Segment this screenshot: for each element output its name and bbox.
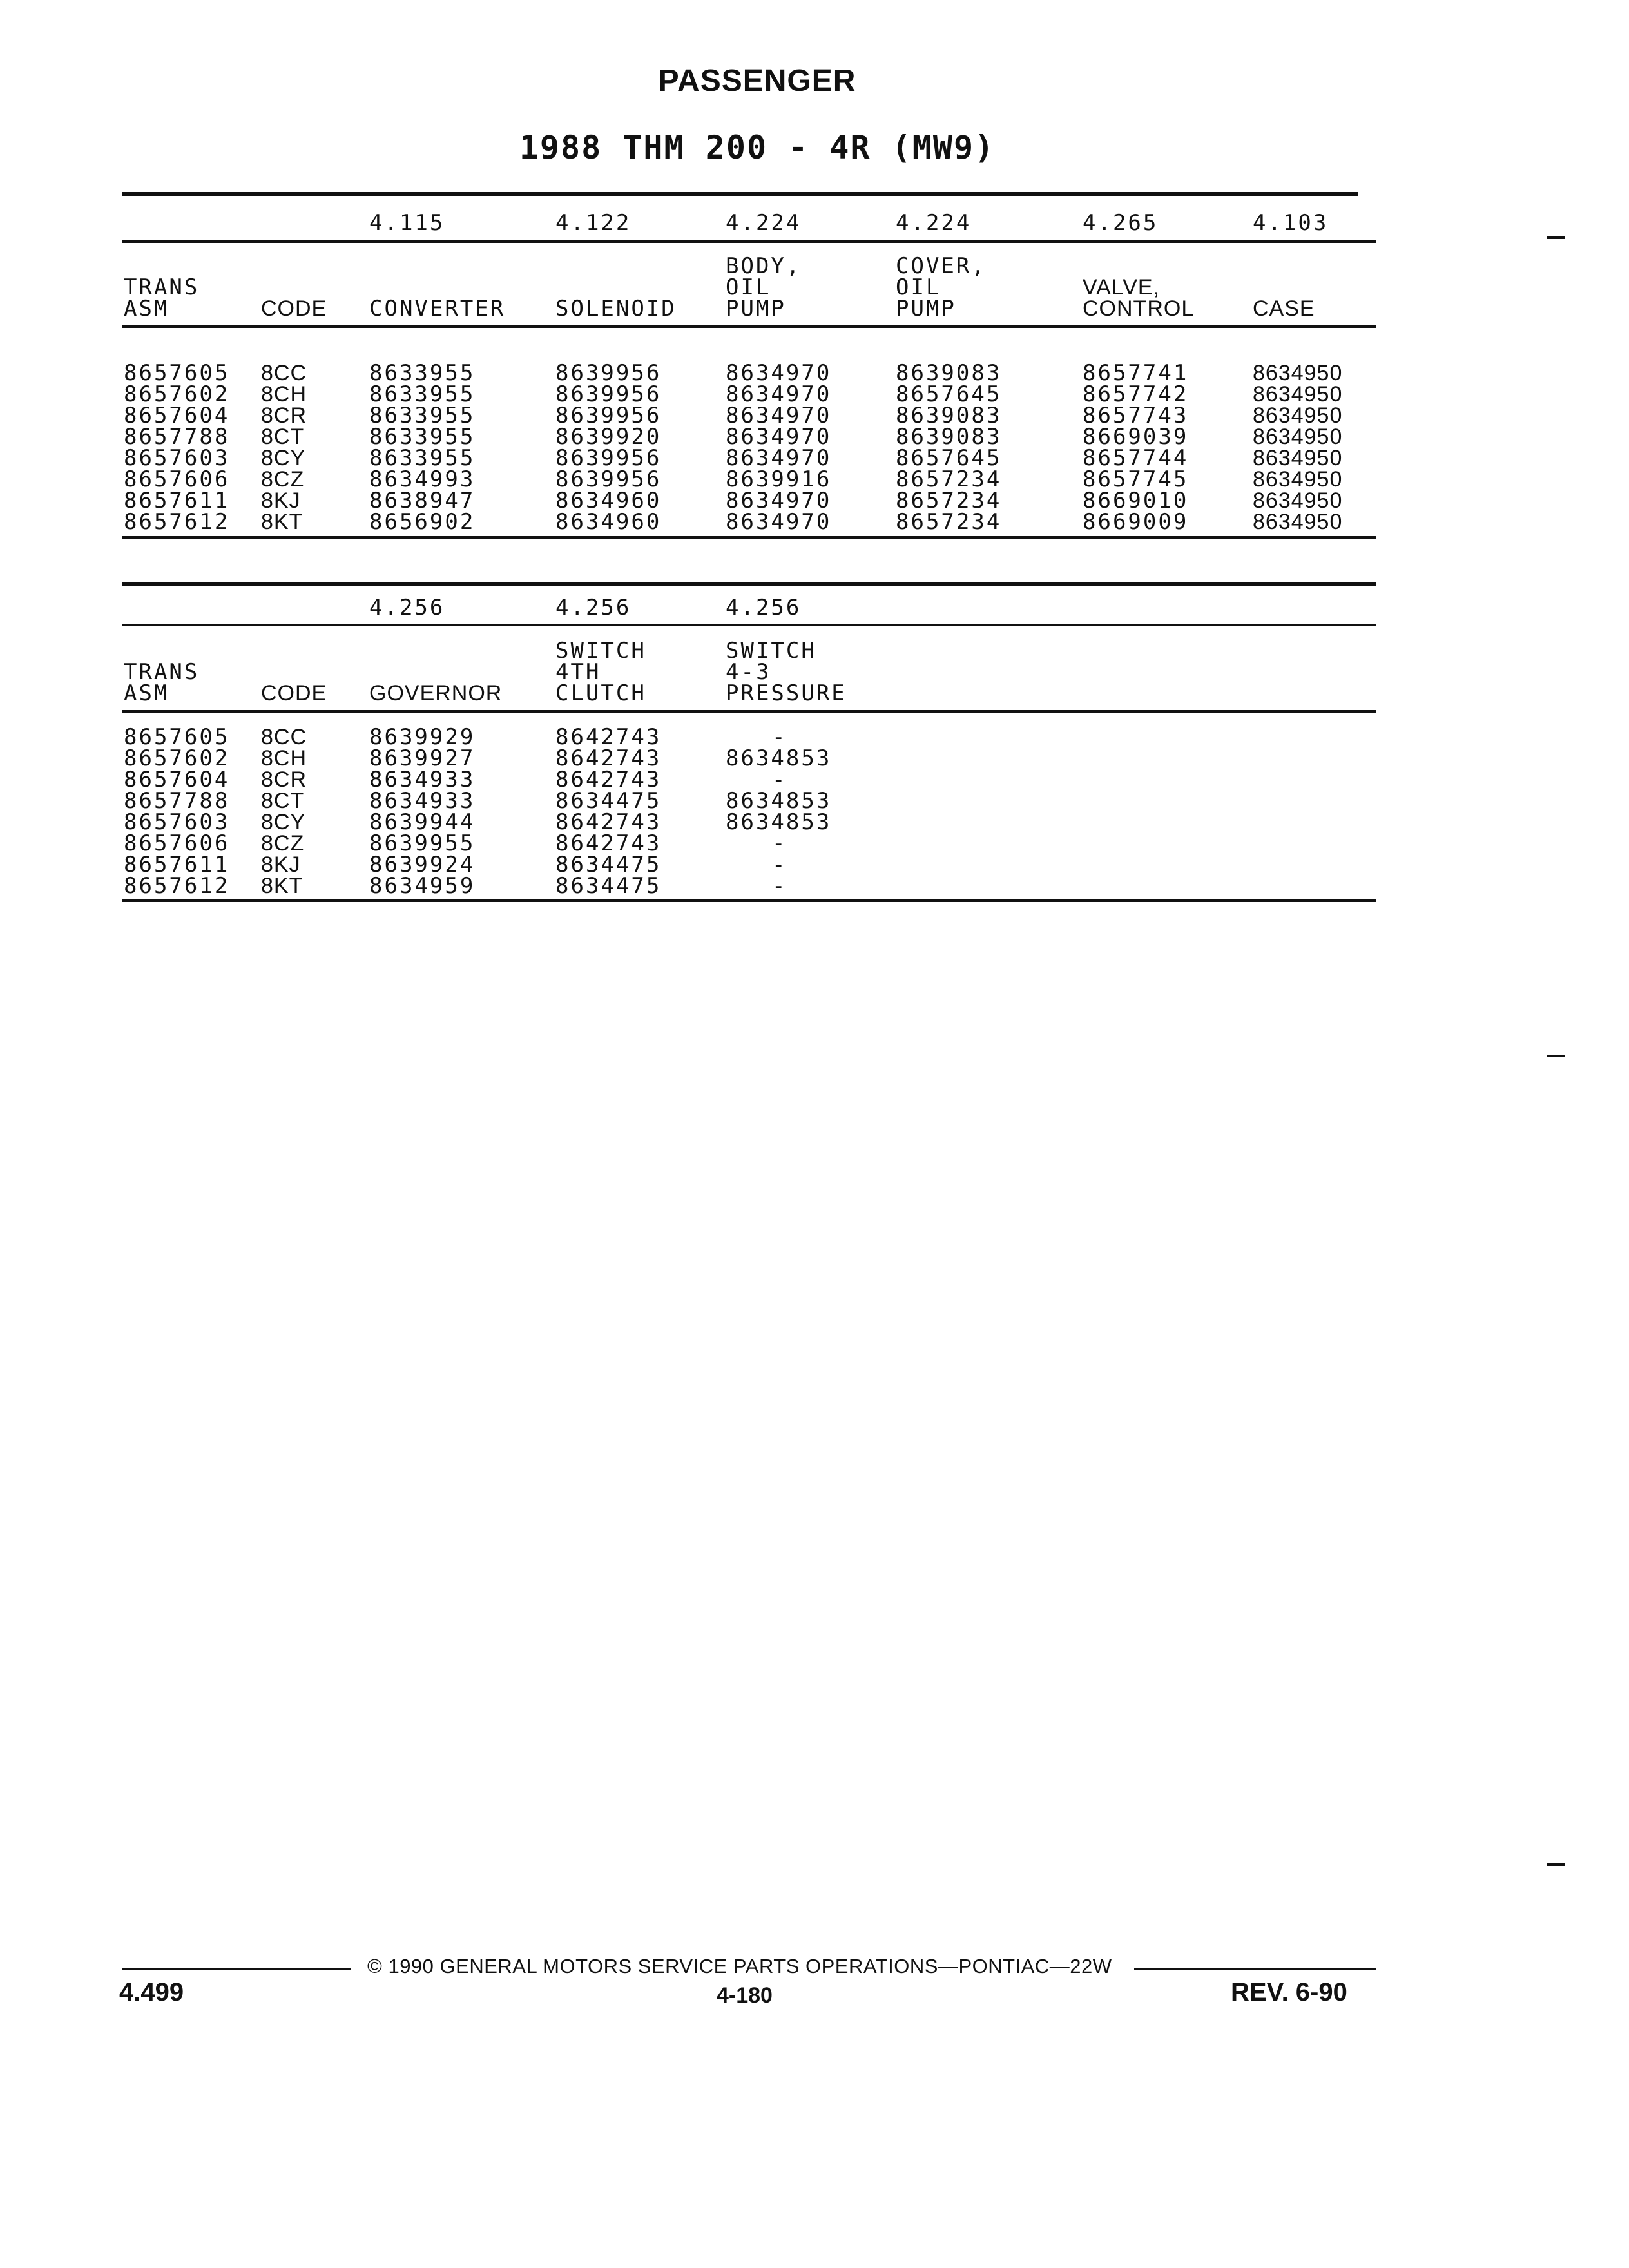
table-cell: 8634933 bbox=[369, 788, 476, 814]
column-header: CLUTCH bbox=[555, 680, 646, 706]
table-cell: 8634970 bbox=[726, 509, 832, 535]
column-header: PUMP bbox=[896, 296, 956, 322]
table-cell: 8CY bbox=[261, 446, 306, 470]
table-cell: 8CR bbox=[261, 403, 307, 428]
table-cell: 8639083 bbox=[896, 403, 1002, 428]
table-cell: 8633955 bbox=[369, 424, 476, 450]
column-header: ASM bbox=[124, 296, 169, 322]
table-cell: 8634950 bbox=[1253, 425, 1343, 449]
column-header: 4-3 bbox=[726, 659, 771, 685]
table-cell: 8657645 bbox=[896, 445, 1002, 471]
page-number: 4-180 bbox=[717, 1983, 773, 2008]
table-cell: 8639083 bbox=[896, 360, 1002, 386]
page-section-number: 4.499 bbox=[119, 1978, 184, 2006]
table-cell: 8657612 bbox=[124, 873, 230, 899]
table-cell: 8634853 bbox=[726, 745, 832, 771]
column-header: OIL bbox=[726, 274, 771, 300]
table-cell: - bbox=[772, 767, 787, 793]
table-cell: 8634970 bbox=[726, 488, 832, 514]
column-header: PUMP bbox=[726, 296, 786, 322]
section-number: 4.265 bbox=[1083, 210, 1159, 236]
table-cell: 8KJ bbox=[261, 852, 301, 877]
table-cell: 8CH bbox=[261, 746, 307, 771]
section-number: 4.256 bbox=[726, 595, 802, 620]
table1-section-rule bbox=[122, 240, 1376, 243]
table-cell: 8634475 bbox=[555, 788, 662, 814]
table-cell: 8CC bbox=[261, 725, 307, 749]
table-cell: 8639956 bbox=[555, 381, 662, 407]
table-cell: 8634853 bbox=[726, 809, 832, 835]
table-cell: 8639083 bbox=[896, 424, 1002, 450]
table-cell: 8657741 bbox=[1083, 360, 1189, 386]
column-header: TRANS bbox=[124, 274, 200, 300]
table-cell: 8639956 bbox=[555, 466, 662, 492]
column-header: COVER, bbox=[896, 253, 987, 279]
column-header: TRANS bbox=[124, 659, 200, 685]
page-subtitle: 1988 THM 200 - 4R (MW9) bbox=[519, 129, 996, 166]
table-cell: 8634853 bbox=[726, 788, 832, 814]
table-cell: 8634475 bbox=[555, 852, 662, 878]
table-cell: 8669009 bbox=[1083, 509, 1189, 535]
table-cell: 8639944 bbox=[369, 809, 476, 835]
table-cell: 8634933 bbox=[369, 767, 476, 793]
table-cell: 8657234 bbox=[896, 466, 1002, 492]
table-cell: 8639955 bbox=[369, 831, 476, 856]
table-cell: 8657788 bbox=[124, 788, 230, 814]
table-cell: 8657602 bbox=[124, 745, 230, 771]
table-cell: 8657611 bbox=[124, 488, 230, 514]
column-header: 4TH bbox=[555, 659, 601, 685]
table-cell: 8642743 bbox=[555, 809, 662, 835]
table-cell: - bbox=[772, 852, 787, 878]
footer-rule-right bbox=[1134, 1968, 1376, 1970]
table-cell: 8657743 bbox=[1083, 403, 1189, 428]
table-cell: 8642743 bbox=[555, 767, 662, 793]
table-cell: 8639929 bbox=[369, 724, 476, 750]
column-header: BODY, bbox=[726, 253, 802, 279]
table-cell: 8656902 bbox=[369, 509, 476, 535]
table-cell: 8634950 bbox=[1253, 403, 1343, 428]
table-cell: 8634950 bbox=[1253, 382, 1343, 407]
table-cell: 8657234 bbox=[896, 488, 1002, 514]
table-cell: 8639956 bbox=[555, 445, 662, 471]
table1-top-rule bbox=[122, 192, 1358, 196]
table-cell: 8657742 bbox=[1083, 381, 1189, 407]
table-cell: 8657611 bbox=[124, 852, 230, 878]
table-cell: 8634475 bbox=[555, 873, 662, 899]
table-cell: 8634950 bbox=[1253, 510, 1343, 534]
column-header: SWITCH bbox=[555, 638, 646, 664]
table-cell: 8657604 bbox=[124, 767, 230, 793]
section-number: 4.115 bbox=[369, 210, 445, 236]
table-cell: 8657788 bbox=[124, 424, 230, 450]
table-cell: 8657744 bbox=[1083, 445, 1189, 471]
table-cell: 8657605 bbox=[124, 360, 230, 386]
table-cell: 8634970 bbox=[726, 424, 832, 450]
page-title: PASSENGER bbox=[658, 64, 856, 98]
table-cell: 8657745 bbox=[1083, 466, 1189, 492]
table-cell: 8669010 bbox=[1083, 488, 1189, 514]
table-cell: 8633955 bbox=[369, 381, 476, 407]
footer-rule-left bbox=[122, 1968, 351, 1970]
table-cell: 8CT bbox=[261, 425, 305, 449]
table-cell: 8CH bbox=[261, 382, 307, 407]
column-header: CASE bbox=[1253, 296, 1315, 321]
table-cell: 8634970 bbox=[726, 360, 832, 386]
table-cell: 8639920 bbox=[555, 424, 662, 450]
table-cell: 8634960 bbox=[555, 488, 662, 514]
table-cell: 8657606 bbox=[124, 466, 230, 492]
section-number: 4.256 bbox=[369, 595, 445, 620]
margin-mark bbox=[1547, 1863, 1565, 1866]
table-cell: 8634970 bbox=[726, 381, 832, 407]
table-cell: 8657605 bbox=[124, 724, 230, 750]
table-cell: 8639924 bbox=[369, 852, 476, 878]
column-header: CONTROL bbox=[1083, 296, 1195, 321]
column-header: GOVERNOR bbox=[369, 681, 503, 706]
table-cell: 8634959 bbox=[369, 873, 476, 899]
section-number: 4.122 bbox=[555, 210, 631, 236]
table-cell: 8657645 bbox=[896, 381, 1002, 407]
table-cell: 8633955 bbox=[369, 445, 476, 471]
table-cell: 8634970 bbox=[726, 445, 832, 471]
table-cell: 8634950 bbox=[1253, 467, 1343, 492]
table-cell: 8KJ bbox=[261, 488, 301, 513]
copyright-text: © 1990 GENERAL MOTORS SERVICE PARTS OPERATIONS—PONTIAC—22W bbox=[367, 1955, 1112, 1977]
table-cell: 8669039 bbox=[1083, 424, 1189, 450]
table-cell: 8CY bbox=[261, 810, 306, 834]
table-cell: 8657603 bbox=[124, 809, 230, 835]
table-cell: 8638947 bbox=[369, 488, 476, 514]
column-header: CODE bbox=[261, 681, 327, 706]
table-cell: - bbox=[772, 873, 787, 899]
table-cell: 8634950 bbox=[1253, 488, 1343, 513]
column-header: SOLENOID bbox=[555, 296, 677, 322]
section-number: 4.224 bbox=[726, 210, 802, 236]
table-cell: 8639916 bbox=[726, 466, 832, 492]
table-cell: 8634950 bbox=[1253, 446, 1343, 470]
column-header: VALVE, bbox=[1083, 275, 1161, 300]
table-cell: - bbox=[772, 724, 787, 750]
table-cell: 8657604 bbox=[124, 403, 230, 428]
table-cell: 8639927 bbox=[369, 745, 476, 771]
table1-header-rule bbox=[122, 325, 1376, 328]
table-cell: 8KT bbox=[261, 874, 304, 898]
table-cell: 8642743 bbox=[555, 831, 662, 856]
table-cell: - bbox=[772, 831, 787, 856]
table-cell: 8634960 bbox=[555, 509, 662, 535]
column-header: OIL bbox=[896, 274, 941, 300]
section-number: 4.256 bbox=[555, 595, 631, 620]
table-cell: 8657603 bbox=[124, 445, 230, 471]
table-cell: 8634993 bbox=[369, 466, 476, 492]
table-cell: 8642743 bbox=[555, 724, 662, 750]
table-cell: 8633955 bbox=[369, 403, 476, 428]
table-cell: 8CT bbox=[261, 789, 305, 813]
table1-bottom-rule bbox=[122, 536, 1376, 539]
table-cell: 8642743 bbox=[555, 745, 662, 771]
table-cell: 8657234 bbox=[896, 509, 1002, 535]
table-cell: 8657602 bbox=[124, 381, 230, 407]
section-number: 4.224 bbox=[896, 210, 972, 236]
table-cell: 8CZ bbox=[261, 467, 305, 492]
table-cell: 8634950 bbox=[1253, 361, 1343, 385]
table2-section-rule bbox=[122, 624, 1376, 626]
table-cell: 8639956 bbox=[555, 360, 662, 386]
table-cell: 8CR bbox=[261, 767, 307, 792]
table-cell: 8639956 bbox=[555, 403, 662, 428]
table2-top-rule bbox=[122, 582, 1376, 586]
margin-mark bbox=[1547, 1055, 1565, 1057]
column-header: CONVERTER bbox=[369, 296, 506, 322]
column-header: PRESSURE bbox=[726, 680, 847, 706]
table-cell: 8CZ bbox=[261, 831, 305, 856]
table-cell: 8657612 bbox=[124, 509, 230, 535]
table-cell: 8634970 bbox=[726, 403, 832, 428]
revision-date: REV. 6-90 bbox=[1231, 1978, 1347, 2006]
table-cell: 8CC bbox=[261, 361, 307, 385]
table2-header-rule bbox=[122, 710, 1376, 713]
section-number: 4.103 bbox=[1253, 210, 1329, 236]
table-cell: 8633955 bbox=[369, 360, 476, 386]
margin-mark bbox=[1547, 236, 1565, 239]
table2-bottom-rule bbox=[122, 899, 1376, 902]
table-cell: 8657606 bbox=[124, 831, 230, 856]
table-cell: 8KT bbox=[261, 510, 304, 534]
column-header: ASM bbox=[124, 680, 169, 706]
column-header: SWITCH bbox=[726, 638, 816, 664]
column-header: CODE bbox=[261, 296, 327, 321]
